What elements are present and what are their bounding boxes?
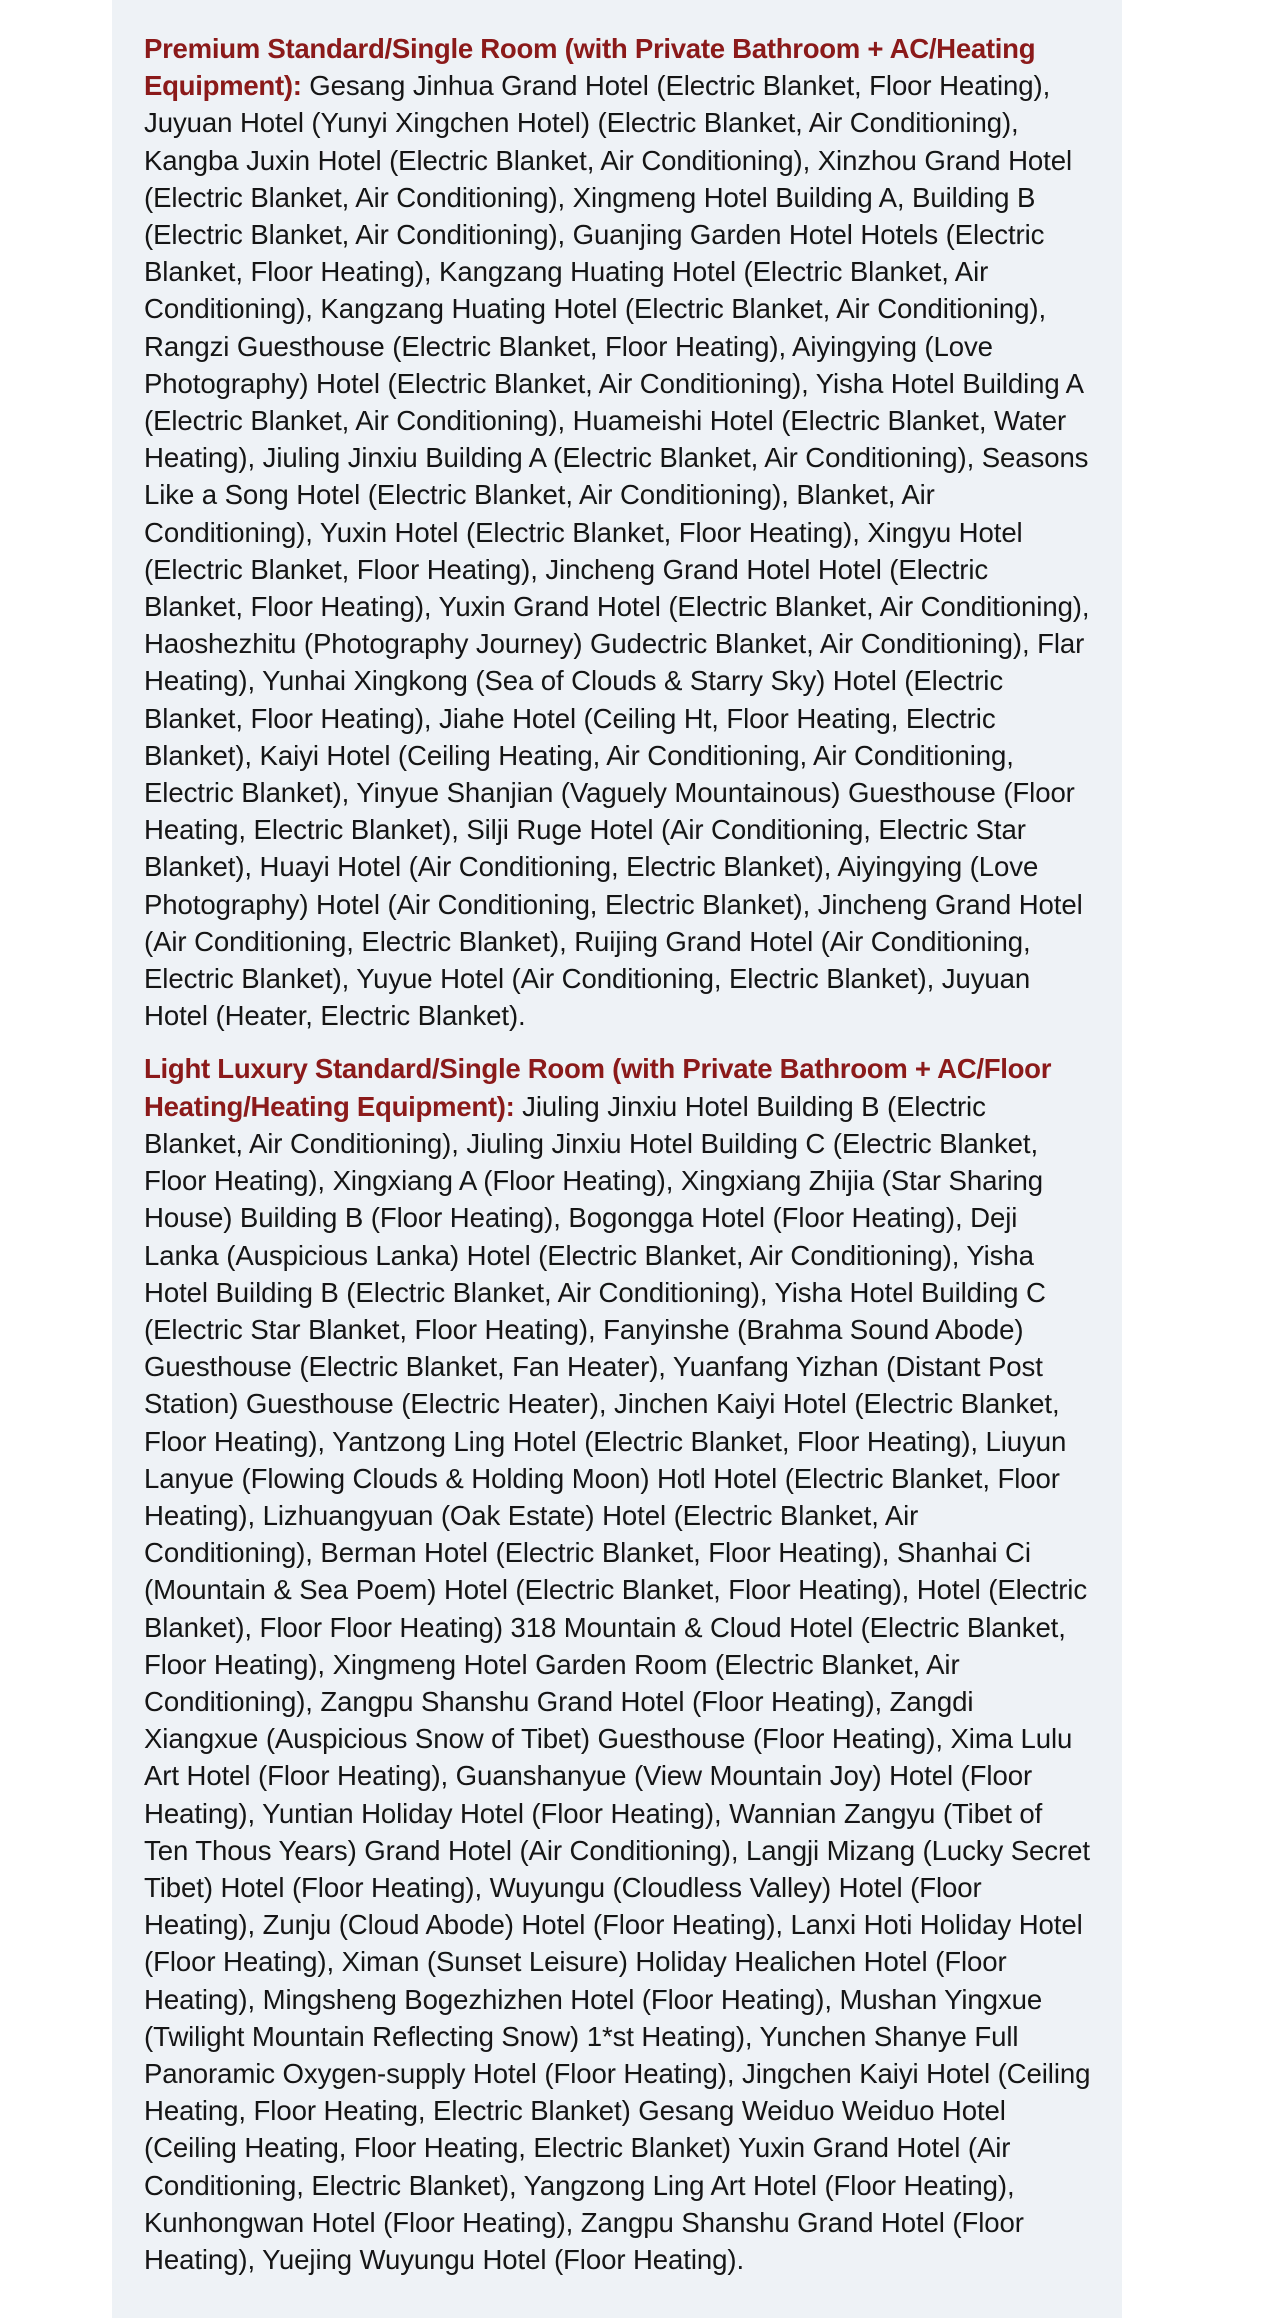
premium-room-hotel-list: Gesang Jinhua Grand Hotel (Electric Blanket, Floor Heating), Juyuan Hotel (Yunyi Xingchen Hotel) (Electric Blanket, Air Conditioning), Kangba Juxin Hotel (Electric Blanket, Air Conditioning), Xinzhou Grand Hotel (Electric Blanket, Air Conditioning), Xingmeng Hotel Building A, Building B (Electric Blanket, Air Conditioning), Guanjing Garden Hotel Hotels (Electric Blanket, Floor Heating), Kangzang Huating Hotel (Electric Blanket, Air Conditioning), Kangzang Huating Hotel (Electric Blanket, Air Conditioning), Rangzi Guesthouse (Electric Blanket, Floor Heating), Aiyingying (Love Photography) Hotel (Electric Blanket, Air Conditioning), Yisha Hotel Building A (Electric Blanket, Air Conditioning), Huameishi Hotel (Electric Blanket, Water Heating), Jiuling Jinxiu Building A (Electric Blanket, Air Conditioning), Seasons Like a Song Hotel (Electric Blanket, Air Conditioning), Blanket, Air Conditioning), Yuxin Hotel (Electric Blanket, Floor Heating), Xingyu Hotel (Electric Blanket, Floor Heating), Jincheng Grand Hotel Hotel (Electric Blanket, Floor Heating), Yuxin Grand Hotel (Electric Blanket, Air Conditioning), Haoshezhitu (Photography Journey) Gudectric Blanket, Air Conditioning), Flar Heating), Yunhai Xingkong (Sea of Clouds & Starry Sky) Hotel (Electric Blanket, Floor Heating), Jiahe Hotel (Ceiling Ht, Floor Heating, Electric Blanket), Kaiyi Hotel (Ceiling Heating, Air Conditioning, Air Conditioning, Electric Blanket), Yinyue Shanjian (Vaguely Mountainous) Guesthouse (Floor Heating, Electric Blanket), Silji Ruge Hotel (Air Conditioning, Electric Star Blanket), Huayi Hotel (Air Conditioning, Electric Blanket), Aiyingying (Love Photography) Hotel (Air Conditioning, Electric Blanket), Jincheng Grand Hotel (Air Conditioning, Electric Blanket), Ruijing Grand Hotel (Air Conditioning, Electric Blanket), Yuyue Hotel (Air Conditioning, Electric Blanket), Juyuan Hotel (Heater, Electric Blanket). xyxy=(144,70,1090,1032)
light-luxury-room-heading: Light Luxury Standard/Single Room (with Private Bathroom + AC/Floor Heating/Heating Equipment): xyxy=(144,1053,1052,1122)
premium-room-section xyxy=(144,30,1092,1034)
premium-room-heading: Premium Standard/Single Room (with Private Bathroom + AC/Heating Equipment): xyxy=(144,33,1036,102)
light-luxury-room-hotel-list: Jiuling Jinxiu Hotel Building B (Electric Blanket, Air Conditioning), Jiuling Jinxiu Hotel Building C (Electric Blanket, Floor Heating), Xingxiang A (Floor Heating), Xingxiang Zhijia (Star Sharing House) Building B (Floor Heating), Bogongga Hotel (Floor Heating), Deji Lanka (Auspicious Lanka) Hotel (Electric Blanket, Air Conditioning), Yisha Hotel Building B (Electric Blanket, Air Conditioning), Yisha Hotel Building C (Electric Star Blanket, Floor Heating), Fanyinshe (Brahma Sound Abode) Guesthouse (Electric Blanket, Fan Heater), Yuanfang Yizhan (Distant Post Station) Guesthouse (Electric Heater), Jinchen Kaiyi Hotel (Electric Blanket, Floor Heating), Yantzong Ling Hotel (Electric Blanket, Floor Heating), Liuyun Lanyue (Flowing Clouds & Holding Moon) Hotl Hotel (Electric Blanket, Floor Heating), Lizhuangyuan (Oak Estate) Hotel (Electric Blanket, Air Conditioning), Berman Hotel (Electric Blanket, Floor Heating), Shanhai Ci (Mountain & Sea Poem) Hotel (Electric Blanket, Floor Heating), Hotel (Electric Blanket), Floor Floor Heating) 318 Mountain & Cloud Hotel (Electric Blanket, Floor Heating), Xingmeng Hotel Garden Room (Electric Blanket, Air Conditioning), Zangpu Shanshu Grand Hotel (Floor Heating), Zangdi Xiangxue (Auspicious Snow of Tibet) Guesthouse (Floor Heating), Xima Lulu Art Hotel (Floor Heating), Guanshanyue (View Mountain Joy) Hotel (Floor Heating), Yuntian Holiday Hotel (Floor Heating), Wannian Zangyu (Tibet of Ten Thous Years) Grand Hotel (Air Conditioning), Langji Mizang (Lucky Secret Tibet) Hotel (Floor Heating), Wuyungu (Cloudless Valley) Hotel (Floor Heating), Zunju (Cloud Abode) Hotel (Floor Heating), Lanxi Hoti Holiday Hotel (Floor Heating), Ximan (Sunset Leisure) Holiday Healichen Hotel (Floor Heating), Mingsheng Bogezhizhen Hotel (Floor Heating), Mushan Yingxue (Twilight Mountain Reflecting Snow) 1*st Heating), Yunchen Shanye Full Panoramic Oxygen-supply Hotel (Floor Heating), Jingchen Kaiyi Hotel (Ceiling Heating, Floor Heating, Electric Blanket) Gesang Weiduo Weiduo Hotel (Ceiling Heating, Floor Heating, Electric Blanket) Yuxin Grand Hotel (Air Conditioning, Electric Blanket), Yangzong Ling Art Hotel (Floor Heating), Kunhongwan Hotel (Floor Heating), Zangpu Shanshu Grand Hotel (Floor Heating), Yuejing Wuyungu Hotel (Floor Heating). xyxy=(144,1090,1091,2275)
light-luxury-room-section xyxy=(144,1050,1092,2278)
document-page xyxy=(112,0,1122,2318)
